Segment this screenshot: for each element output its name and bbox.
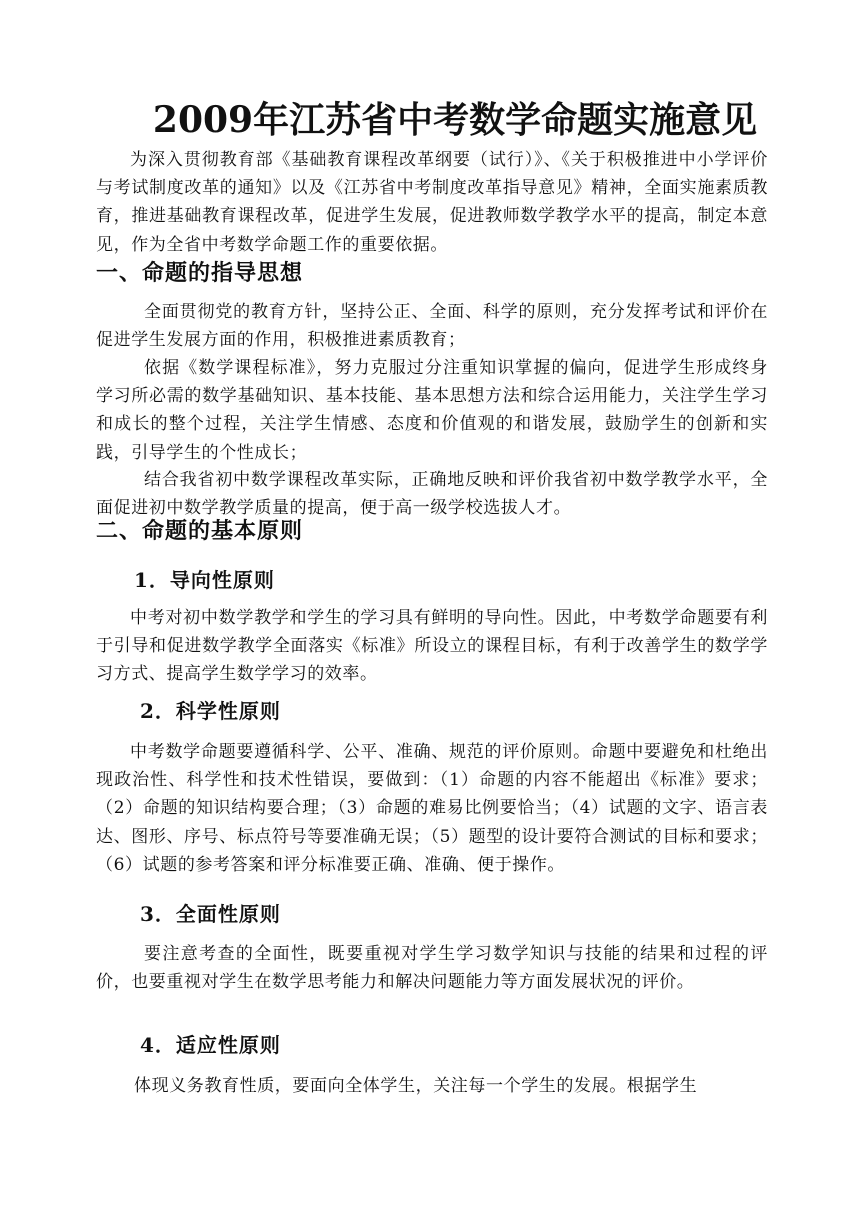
principle-3-text: 要注意考查的全面性，既要重视对学生学习数学知识与技能的结果和过程的评价，也要重视对学生在数学思考能力和解决问题能力等方面发展状况的评价。 [96, 944, 768, 993]
section-1-heading: 一、命题的指导思想 [96, 260, 304, 286]
principle-3-heading: 3．全面性原则 [140, 902, 281, 926]
intro-paragraph: 为深入贯彻教育部《基础教育课程改革纲要（试行）》、《关于积极推进中小学评价与考试制度改革的通知》以及《江苏省中考制度改革指导意见》精神，全面实施素质教育，推进基础教育课程改革，促进学生发展，促进教师数学教学水平的提高，制定本意见，作为全省中考数学命题工作的重要依据。 [96, 150, 768, 255]
section-1-paragraph-3: 结合我省初中数学课程改革实际，正确地反映和评价我省初中数学教学水平，全面促进初中数学教学质量的提高，便于高一级学校选拔人才。 [96, 470, 768, 519]
principle-4-heading: 4．适应性原则 [140, 1033, 281, 1057]
section-2-heading: 二、命题的基本原则 [96, 518, 304, 544]
principle-2-heading: 2．科学性原则 [140, 699, 281, 723]
section-1-paragraph-2: 依据《数学课程标准》，努力克服过分注重知识掌握的偏向，促进学生形成终身学习所必需的数学基础知识、基本技能、基本思想方法和综合运用能力，关注学生学习和成长的整个过程，关注学生情感、态度和价值观的和谐发展，鼓励学生的创新和实践，引导学生的个性成长； [96, 358, 768, 463]
principle-1-heading: 1．导向性原则 [134, 568, 275, 592]
principle-1-text: 中考对初中数学教学和学生的学习具有鲜明的导向性。因此，中考数学命题要有利于引导和促进数学教学全面落实《标准》所设立的课程目标，有利于改善学生的数学学习方式、提高学生数学学习的效率。 [96, 608, 768, 685]
section-1-paragraph-1: 全面贯彻党的教育方针，坚持公正、全面、科学的原则，充分发挥考试和评价在促进学生发展方面的作用，积极推进素质教育； [96, 302, 768, 351]
document-title: 2009年江苏省中考数学命题实施意见 [152, 99, 758, 141]
principle-2-text: 中考数学命题要遵循科学、公平、准确、规范的评价原则。命题中要避免和杜绝出现政治性、科学性和技术性错误，要做到：（1）命题的内容不能超出《标准》要求；（2）命题的知识结构要合理；（3）命题的难易比例要恰当；（4）试题的文字、语言表达、图形、序号、标点符号等要准确无误；（5）题型的设计要符合测试的目标和要求；（6）试题的参考答案和评分标准要正确、准确、便于操作。 [96, 742, 768, 875]
principle-4-text: 体现义务教育性质，要面向全体学生，关注每一个学生的发展。根据学生 [134, 1076, 698, 1096]
